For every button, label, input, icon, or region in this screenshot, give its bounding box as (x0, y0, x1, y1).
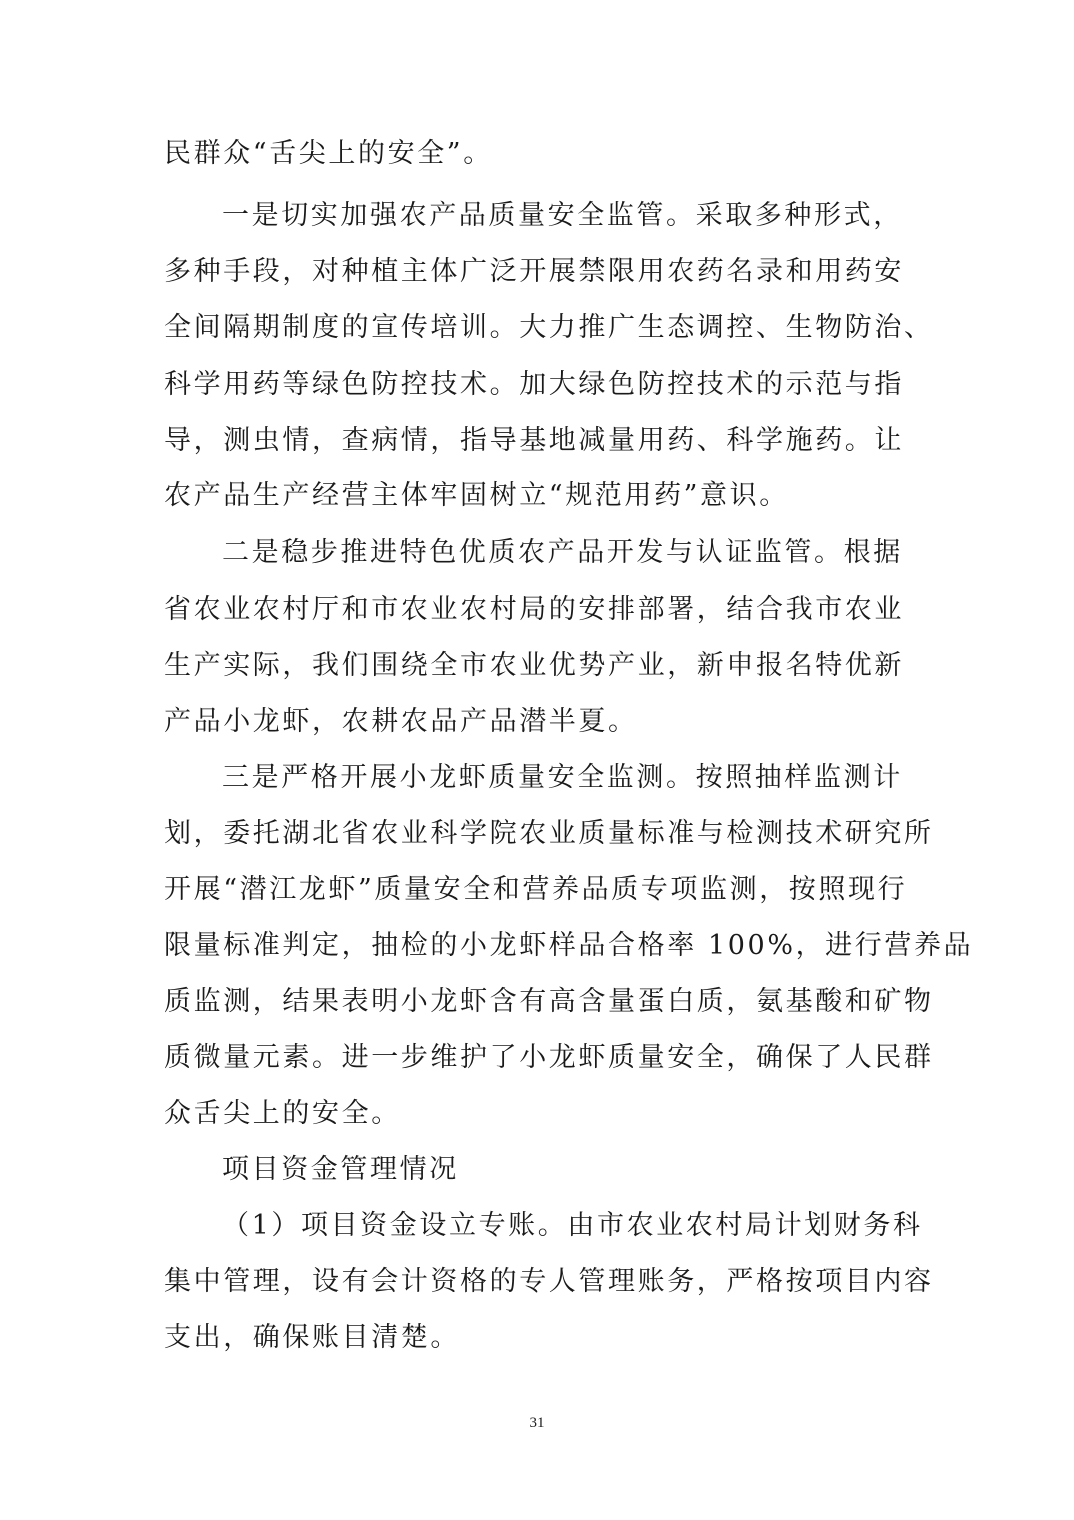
text-line: 三是严格开展小龙虾质量安全监测。按照抽样监测计 (222, 762, 903, 793)
text-line: 支出，确保账目清楚。 (164, 1322, 460, 1353)
text-line: 一是切实加强农产品质量安全监管。采取多种形式， (222, 200, 903, 231)
text-line: 集中管理，设有会计资格的专人管理账务，严格按项目内容 (164, 1266, 934, 1297)
text-line: 多种手段，对种植主体广泛开展禁限用农药名录和用药安 (164, 256, 904, 287)
text-line: 生产实际，我们围绕全市农业优势产业，新申报名特优新 (164, 650, 904, 681)
text-line: 农产品生产经营主体牢固树立“规范用药”意识。 (164, 480, 789, 511)
text-line: 产品小龙虾，农耕农品产品潜半夏。 (164, 706, 638, 737)
text-line: 省农业农村厅和市农业农村局的安排部署，结合我市农业 (164, 594, 904, 625)
text-line: 限量标准判定，抽检的小龙虾样品合格率 100%，进行营养品 (164, 930, 974, 961)
section-heading: 项目资金管理情况 (222, 1154, 459, 1185)
text-line: 众舌尖上的安全。 (164, 1098, 401, 1129)
text-line: 全间隔期制度的宣传培训。大力推广生态调控、生物防治、 (164, 312, 934, 343)
text-line: 民群众“舌尖上的安全”。 (164, 138, 493, 169)
text-line: 科学用药等绿色防控技术。加大绿色防控技术的示范与指 (164, 369, 904, 400)
text-line: 二是稳步推进特色优质农产品开发与认证监管。根据 (222, 537, 903, 568)
text-line: 质微量元素。进一步维护了小龙虾质量安全，确保了人民群 (164, 1042, 934, 1073)
text-line: 导，测虫情，查病情，指导基地减量用药、科学施药。让 (164, 425, 904, 456)
page-number: 31 (529, 1415, 545, 1431)
text-line: 开展“潜江龙虾”质量安全和营养品质专项监测，按照现行 (164, 874, 908, 905)
text-line: 划，委托湖北省农业科学院农业质量标准与检测技术研究所 (164, 818, 934, 849)
text-line: （1）项目资金设立专账。由市农业农村局计划财务科 (222, 1210, 923, 1241)
text-line: 质监测，结果表明小龙虾含有高含量蛋白质，氨基酸和矿物 (164, 986, 934, 1017)
